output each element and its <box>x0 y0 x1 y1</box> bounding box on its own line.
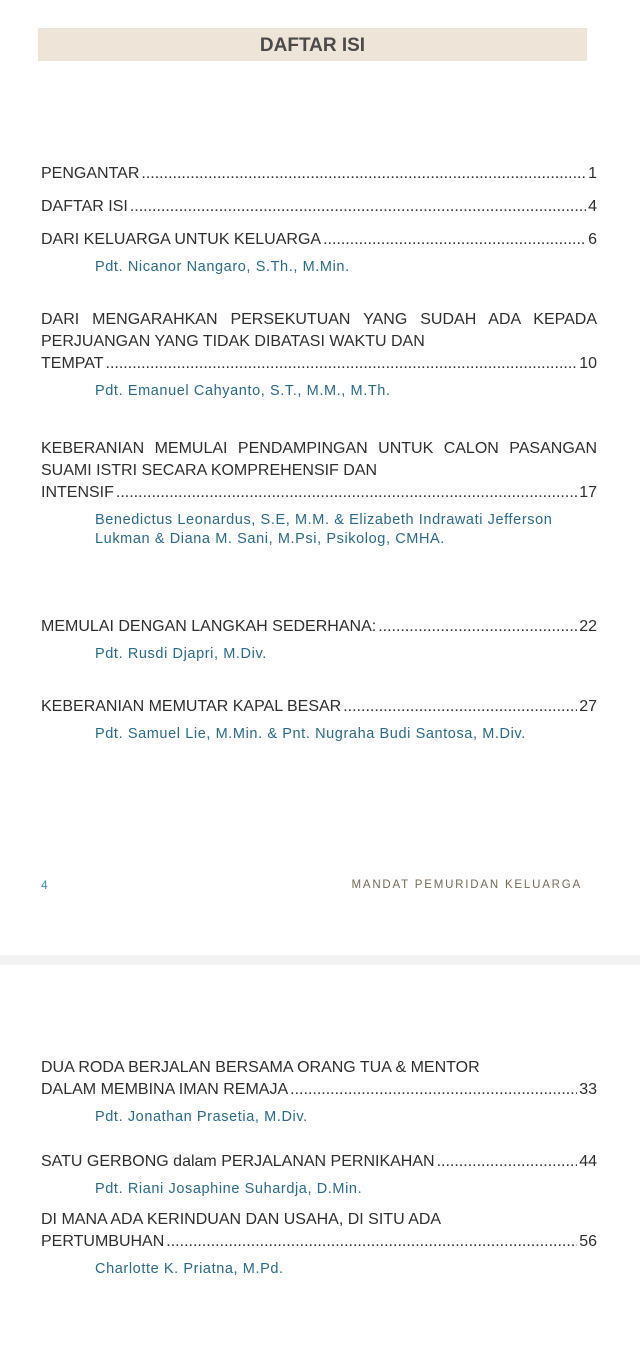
toc-entry-title-line: KEBERANIAN MEMULAI PENDAMPINGAN UNTUK CALON PASANGAN SUAMI ISTRI SECARA KOMPREHENSIF DAN <box>41 440 597 479</box>
toc-entry-title-end: DALAM MEMBINA IMAN REMAJA <box>41 1081 289 1098</box>
toc-entry-page-number: 17 <box>579 484 597 501</box>
toc-entry-title <box>41 196 597 218</box>
toc-entry-title-end: MEMULAI DENGAN LANGKAH SEDERHANA: <box>41 618 377 635</box>
toc-entry-author: Pdt. Emanuel Cahyanto, S.T., M.M., M.Th. <box>95 383 391 399</box>
toc-entry-title <box>41 229 597 251</box>
dot-leader <box>290 1079 577 1101</box>
toc-entry-title-line: DARI MENGARAHKAN PERSEKUTUAN YANG SUDAH ADA KEPADA PERJUANGAN YANG TIDAK DIBATASI WAKTU DAN <box>41 311 597 350</box>
toc-entry-page-number: 4 <box>588 198 597 215</box>
dot-leader <box>116 482 577 504</box>
toc-entry[interactable] <box>41 438 597 549</box>
toc-entry[interactable] <box>41 1151 597 1199</box>
toc-entry-last-line <box>41 1151 597 1173</box>
toc-entry-last-line <box>41 229 597 251</box>
toc-entry-last-line <box>41 482 597 504</box>
dot-leader <box>323 229 586 251</box>
toc-entry[interactable] <box>41 163 597 185</box>
toc-entry[interactable] <box>41 616 597 664</box>
toc-entry[interactable] <box>41 229 597 277</box>
toc-entry-author: Pdt. Rusdi Djapri, M.Div. <box>95 646 267 662</box>
toc-entry[interactable] <box>41 309 597 401</box>
toc-entry-last-line <box>41 196 597 218</box>
toc-entry-page-number: 44 <box>579 1153 597 1170</box>
toc-entry-title-end: INTENSIF <box>41 484 114 501</box>
toc-entry-page-number: 27 <box>579 698 597 715</box>
dot-leader <box>343 696 577 718</box>
toc-entry[interactable] <box>41 1057 597 1127</box>
toc-entry[interactable] <box>41 1209 597 1279</box>
toc-entry-title-line: DUA RODA BERJALAN BERSAMA ORANG TUA & MENTOR <box>41 1059 480 1076</box>
toc-entry-title <box>41 1151 597 1173</box>
toc-entry-title <box>41 163 597 185</box>
dot-leader <box>166 1231 577 1253</box>
toc-entry-page-number: 1 <box>588 165 597 182</box>
toc-entry-author: Pdt. Samuel Lie, M.Min. & Pnt. Nugraha Budi Santosa, M.Div. <box>95 726 526 742</box>
toc-entry-title-end: DAFTAR ISI <box>41 198 128 215</box>
toc-entry-last-line <box>41 353 597 375</box>
toc-entry-page-number: 10 <box>579 355 597 372</box>
toc-entry-title <box>41 309 597 375</box>
toc-entry-title <box>41 696 597 718</box>
toc-entry-page-number: 6 <box>588 231 597 248</box>
toc-entry-title-end: DARI KELUARGA UNTUK KELUARGA <box>41 231 322 248</box>
toc-entry-title <box>41 1057 597 1101</box>
dot-leader <box>141 163 586 185</box>
toc-entry[interactable] <box>41 196 597 218</box>
toc-entry-title <box>41 1209 597 1253</box>
dot-leader <box>378 616 577 638</box>
footer-page-number: 4 <box>41 878 48 892</box>
toc-entry-title-end: PENGANTAR <box>41 165 140 182</box>
toc-entry-last-line <box>41 163 597 185</box>
dot-leader <box>437 1151 578 1173</box>
toc-entry-author: Charlotte K. Priatna, M.Pd. <box>95 1261 284 1277</box>
footer-book-title: MANDAT PEMURIDAN KELUARGA <box>351 879 582 891</box>
toc-entry-page-number: 56 <box>579 1233 597 1250</box>
toc-entry-last-line <box>41 1231 597 1253</box>
toc-entry[interactable] <box>41 696 597 744</box>
toc-entry-author: Pdt. Jonathan Prasetia, M.Div. <box>95 1109 308 1125</box>
toc-heading: DAFTAR ISI <box>38 28 587 61</box>
toc-entry-last-line <box>41 696 597 718</box>
page-two <box>0 965 640 1360</box>
toc-entry-author: Pdt. Nicanor Nangaro, S.Th., M.Min. <box>95 259 350 275</box>
toc-entry-title <box>41 438 597 504</box>
toc-entry-page-number: 22 <box>579 618 597 635</box>
dot-leader <box>106 353 578 375</box>
toc-entry-title-end: SATU GERBONG dalam PERJALANAN PERNIKAHAN <box>41 1153 435 1170</box>
toc-entry-author: Benedictus Leonardus, S.E, M.M. & Elizabeth Indrawati Jefferson Lukman & Diana M. Sani, M.Psi, Psikolog, CMHA. <box>95 512 553 547</box>
toc-entry-title-line: DI MANA ADA KERINDUAN DAN USAHA, DI SITU ADA <box>41 1211 442 1228</box>
toc-entry-last-line <box>41 1079 597 1101</box>
toc-entry-title-end: PERTUMBUHAN <box>41 1233 165 1250</box>
toc-entry-title-end: TEMPAT <box>41 355 104 372</box>
toc-entry-last-line <box>41 616 597 638</box>
toc-entry-page-number: 33 <box>579 1081 597 1098</box>
toc-entry-title-end: KEBERANIAN MEMUTAR KAPAL BESAR <box>41 698 342 715</box>
toc-entry-title <box>41 616 597 638</box>
toc-entry-author: Pdt. Riani Josaphine Suhardja, D.Min. <box>95 1181 363 1197</box>
dot-leader <box>130 196 586 218</box>
